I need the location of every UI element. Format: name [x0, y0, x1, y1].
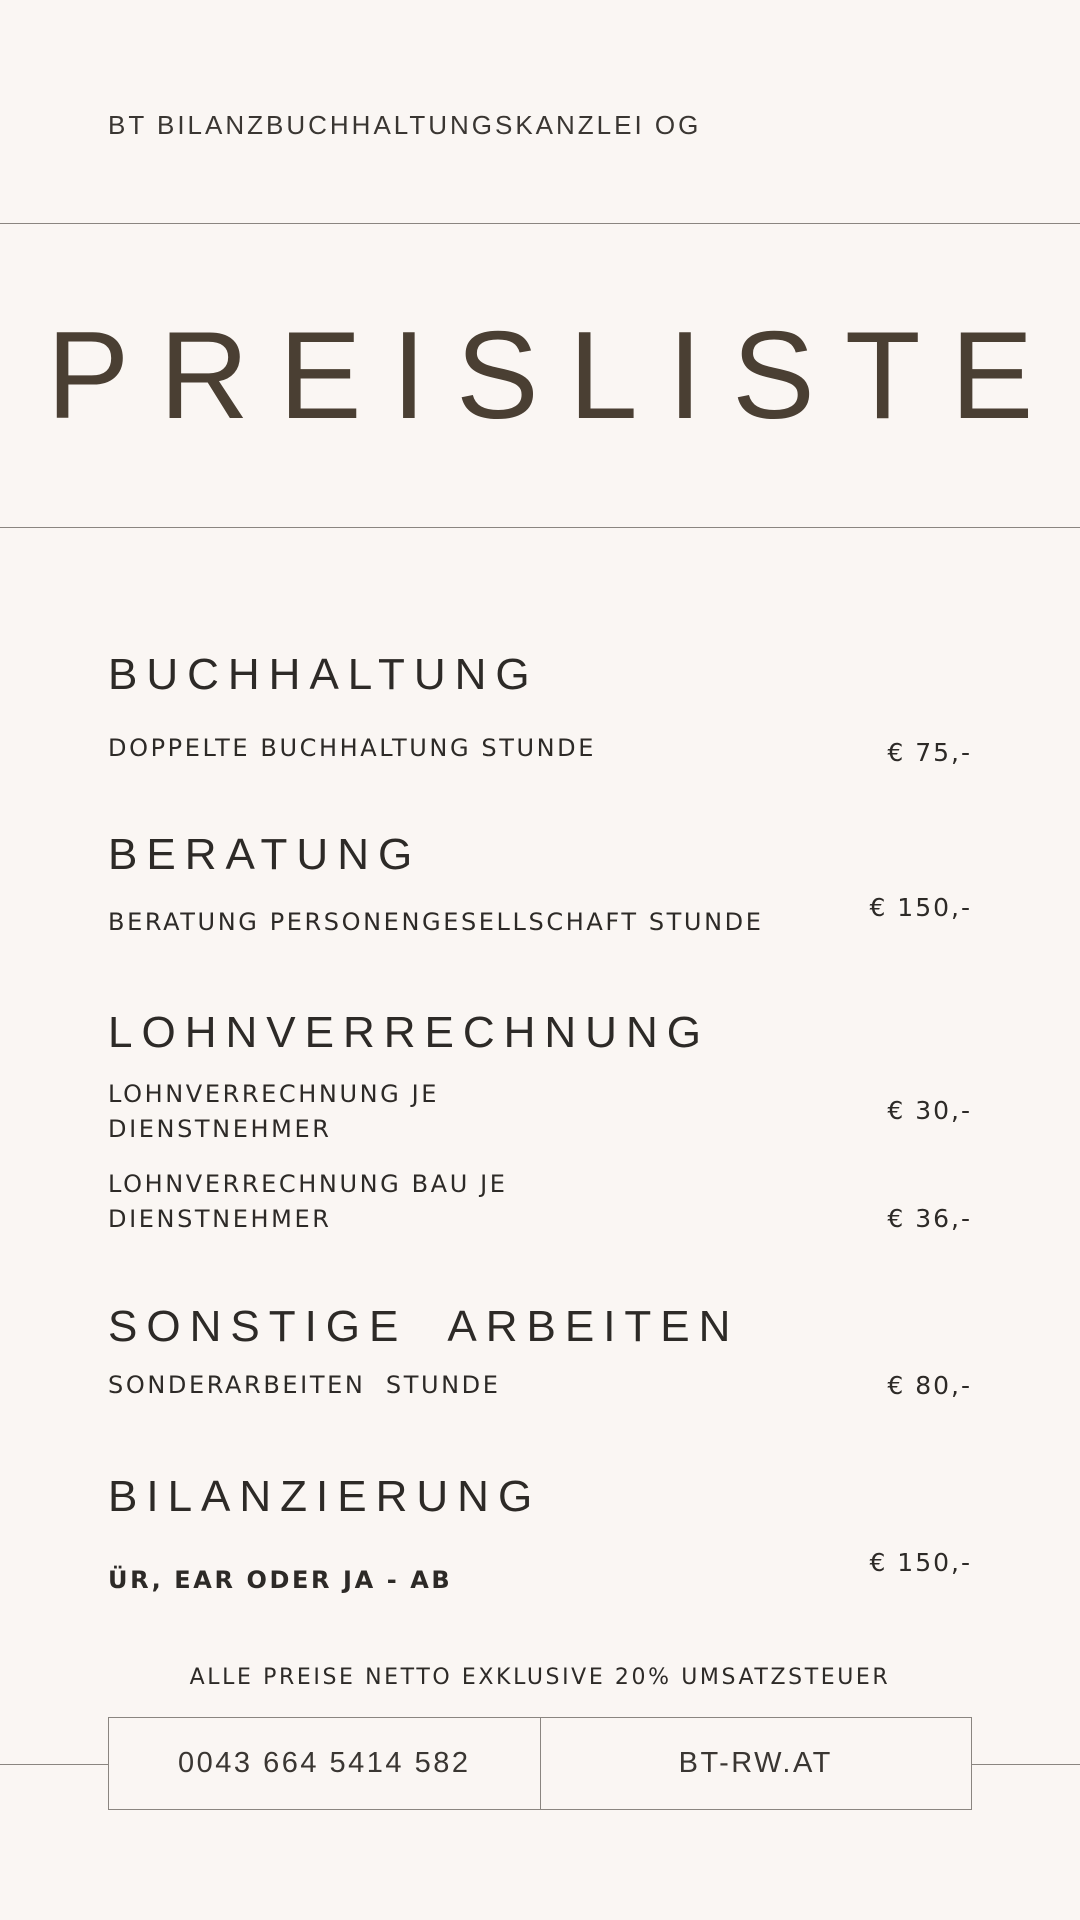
tax-note: ALLE PREISE NETTO EXKLUSIVE 20% UMSATZSTEUER [189, 1665, 891, 1690]
item-label-lohnverrechnung-bau [108, 1167, 508, 1237]
title-divider [0, 527, 1080, 528]
website-link[interactable]: BT-RW.AT [678, 1747, 833, 1779]
item-label-lohnverrechnung-je [108, 1077, 439, 1147]
section-heading-lohnverrechnung: LOHNVERRECHNUNG [108, 1008, 710, 1057]
item-label-line: LOHNVERRECHNUNG BAU JE [108, 1170, 508, 1198]
item-label-line: DIENSTNEHMER [108, 1205, 332, 1233]
section-heading-buchhaltung: BUCHHALTUNG [108, 650, 539, 699]
item-price-lohnverrechnung-bau: € 36,- [887, 1204, 972, 1233]
item-price-lohnverrechnung-je: € 30,- [887, 1096, 972, 1125]
contact-box [108, 1717, 972, 1810]
item-label-bilanzierung: ÜR, EAR ODER JA - AB [108, 1566, 453, 1594]
top-divider [0, 223, 1080, 224]
item-price-sonderarbeiten: € 80,- [887, 1371, 972, 1400]
item-label-line: LOHNVERRECHNUNG JE [108, 1080, 440, 1108]
section-heading-sonstige-arbeiten: SONSTIGE ARBEITEN [108, 1302, 740, 1351]
item-label-sonderarbeiten: SONDERARBEITEN STUNDE [108, 1371, 501, 1399]
phone-number[interactable]: 0043 664 5414 582 [109, 1718, 541, 1809]
section-heading-beratung: BERATUNG [108, 830, 422, 879]
item-price-bilanzierung: € 150,- [869, 1548, 972, 1577]
page-title: PREISLISTE [46, 307, 1064, 445]
item-label-line: DIENSTNEHMER [108, 1115, 332, 1143]
firm-name: BT BILANZBUCHHALTUNGSKANZLEI OG [108, 110, 702, 140]
item-price-beratung-personengesellschaft: € 150,- [869, 893, 972, 922]
item-price-doppelte-buchhaltung: € 75,- [887, 738, 972, 767]
item-label-beratung-personengesellschaft: BERATUNG PERSONENGESELLSCHAFT STUNDE [108, 908, 764, 936]
item-label-doppelte-buchhaltung: DOPPELTE BUCHHALTUNG STUNDE [108, 734, 597, 762]
section-heading-bilanzierung: BILANZIERUNG [108, 1472, 542, 1521]
